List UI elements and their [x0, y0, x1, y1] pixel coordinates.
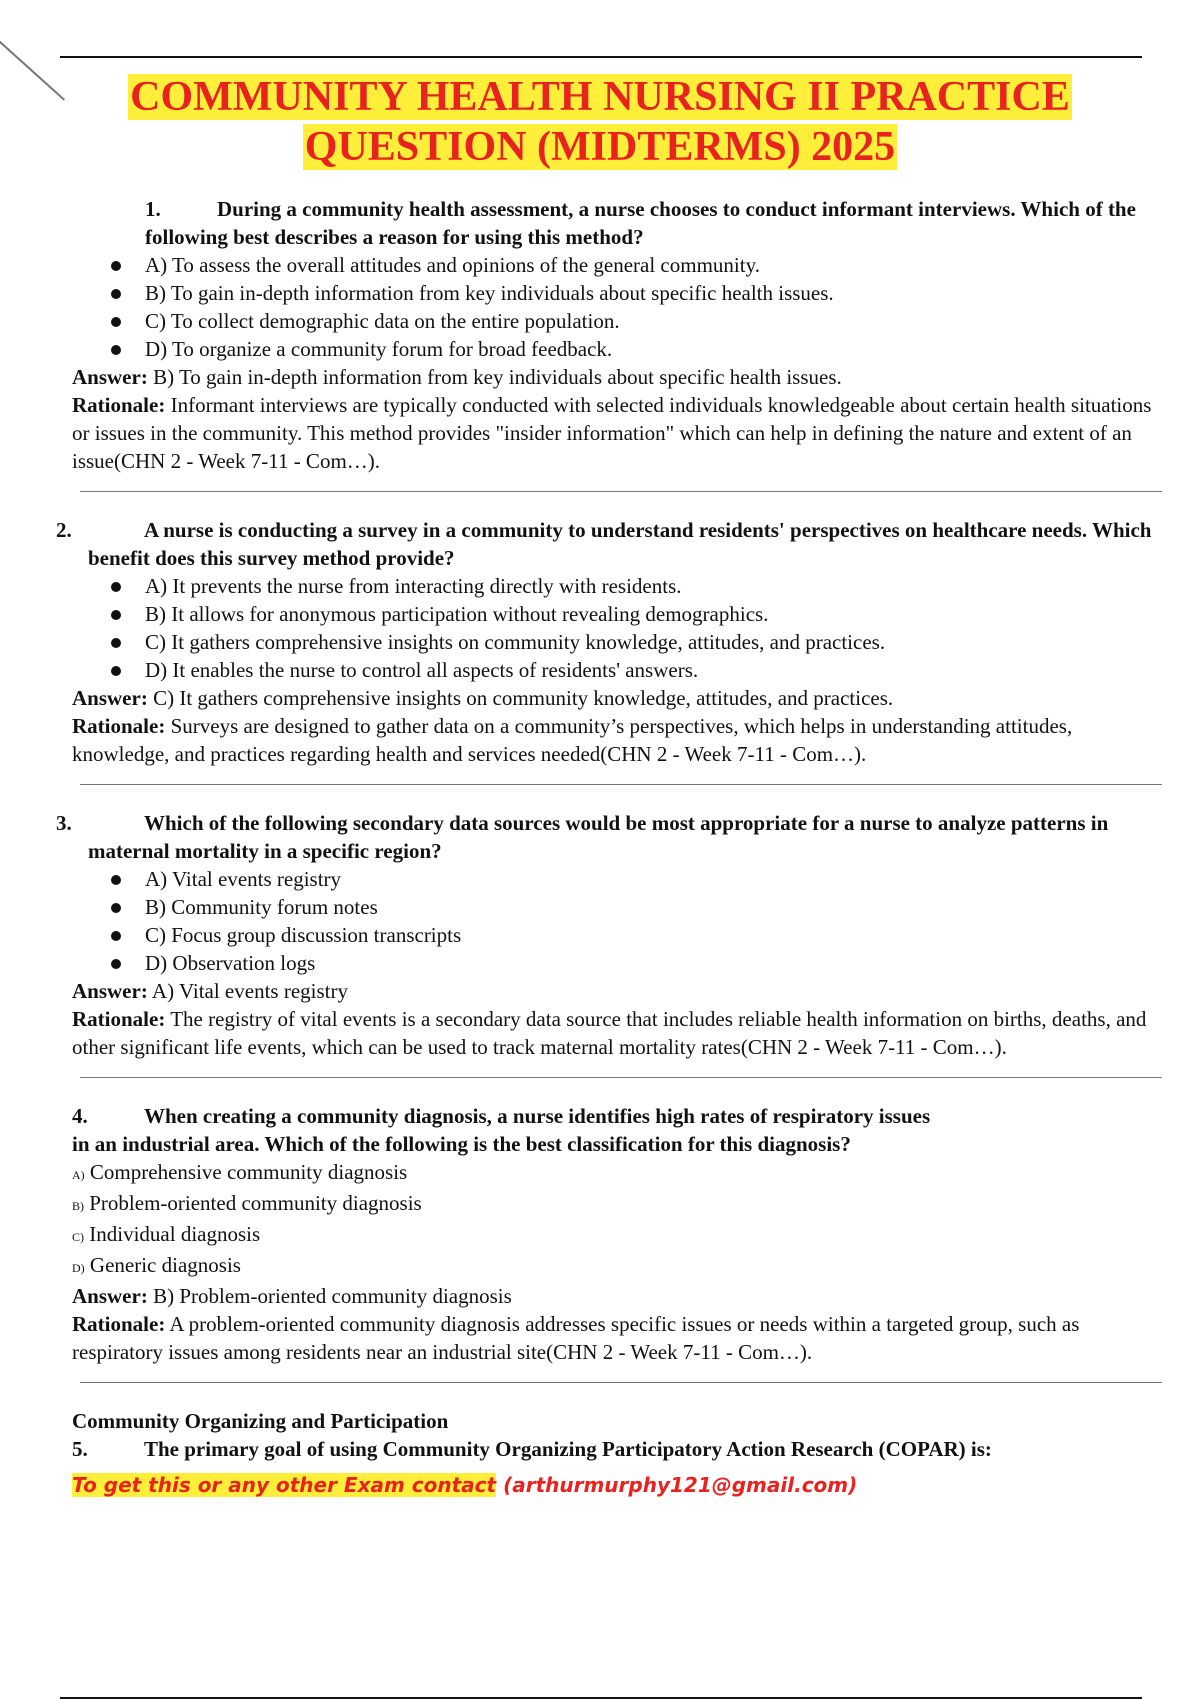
answer: Answer: B) To gain in-depth information from key individuals about specific health issues.	[72, 365, 842, 389]
question-stem: 2. A nurse is conducting a survey in a community to understand residents' perspectives on healthcare needs. Which benefit does this survey method provide?	[56, 518, 1152, 570]
option-b: B) Problem-oriented community diagnosis	[72, 1191, 422, 1215]
option-a: A) It prevents the nurse from interacting directly with residents.	[145, 572, 1162, 600]
question-2	[56, 516, 1162, 785]
divider	[80, 784, 1162, 785]
option-d: D) Observation logs	[145, 949, 1162, 977]
option-d: D) To organize a community forum for broad feedback.	[145, 335, 1162, 363]
options-list	[72, 1158, 1162, 1282]
title-line-2: QUESTION (MIDTERMS) 2025	[304, 124, 896, 170]
answer: Answer: A) Vital events registry	[72, 979, 348, 1003]
section-heading: Community Organizing and Participation	[72, 1409, 449, 1433]
contact-email[interactable]: (arthurmurphy121@gmail.com)	[503, 1473, 858, 1497]
rationale: Rationale: Informant interviews are typically conducted with selected individuals knowledgeable about certain health situations or issues in the community. This method provides "insider information" which can help in defining the nature and extent of an issue(CHN 2 - Week 7-11 - Com…).	[72, 393, 1152, 473]
question-number: 2.	[56, 518, 72, 542]
answer: Answer: C) It gathers comprehensive insights on community knowledge, attitudes, and practices.	[72, 686, 894, 710]
options-list	[72, 865, 1162, 977]
option-a: A) Comprehensive community diagnosis	[72, 1160, 408, 1184]
divider	[80, 1077, 1162, 1078]
option-a: A) Vital events registry	[145, 865, 1162, 893]
option-b: B) To gain in-depth information from key individuals about specific health issues.	[145, 279, 1162, 307]
question-stem: 3. Which of the following secondary data sources would be most appropriate for a nurse to analyze patterns in maternal mortality in a specific region?	[56, 811, 1109, 863]
question-stem: 4. When creating a community diagnosis, a nurse identifies high rates of respiratory issues in an industrial area. Which of the following is the best classification for this diagnosis?	[72, 1104, 931, 1156]
contact-banner	[72, 1471, 1162, 1499]
question-1	[72, 195, 1162, 492]
option-b: B) Community forum notes	[145, 893, 1162, 921]
options-list	[72, 251, 1162, 363]
question-stem: 1. During a community health assessment, a nurse chooses to conduct informant interviews. Which of the following best describes a reason for using this method?	[145, 197, 1136, 249]
divider	[80, 1382, 1162, 1383]
question-4	[72, 1102, 1162, 1383]
question-3	[56, 809, 1162, 1078]
top-rule	[60, 56, 1142, 58]
question-number: 1.	[145, 197, 161, 221]
title-line-1: COMMUNITY HEALTH NURSING II PRACTICE	[130, 74, 1070, 120]
option-c: C) To collect demographic data on the entire population.	[145, 307, 1162, 335]
divider	[80, 491, 1162, 492]
option-c: C) It gathers comprehensive insights on community knowledge, attitudes, and practices.	[145, 628, 1162, 656]
rationale: Rationale: Surveys are designed to gather data on a community’s perspectives, which helps in understanding attitudes, knowledge, and practices regarding health and services needed(CHN 2 - Week 7-11 - Com…).	[72, 714, 1073, 766]
contact-text: To get this or any other Exam contact	[72, 1473, 497, 1497]
option-a: A) To assess the overall attitudes and opinions of the general community.	[145, 251, 1162, 279]
option-b: B) It allows for anonymous participation without revealing demographics.	[145, 600, 1162, 628]
question-number: 3.	[56, 811, 72, 835]
rationale: Rationale: A problem-oriented community diagnosis addresses specific issues or needs within a targeted group, such as respiratory issues among residents near an industrial site(CHN 2 - Week 7-11 - Com…).	[72, 1312, 1080, 1364]
option-c: C) Individual diagnosis	[72, 1222, 261, 1246]
document-body	[56, 195, 1162, 1499]
question-number: 4.	[72, 1104, 88, 1128]
option-d: D) It enables the nurse to control all aspects of residents' answers.	[145, 656, 1162, 684]
question-5: 5. The primary goal of using Community Organizing Participatory Action Research (COPAR) is:	[72, 1437, 992, 1461]
option-c: C) Focus group discussion transcripts	[145, 921, 1162, 949]
question-number: 5.	[72, 1437, 88, 1461]
rationale: Rationale: The registry of vital events is a secondary data source that includes reliable health information on births, deaths, and other significant life events, which can be used to track maternal mortality rates(CHN 2 - Week 7-11 - Com…).	[72, 1007, 1147, 1059]
options-list	[72, 572, 1162, 684]
answer: Answer: B) Problem-oriented community diagnosis	[72, 1284, 512, 1308]
bottom-rule	[60, 1697, 1142, 1699]
option-d: D) Generic diagnosis	[72, 1253, 241, 1277]
page-title	[0, 72, 1200, 172]
